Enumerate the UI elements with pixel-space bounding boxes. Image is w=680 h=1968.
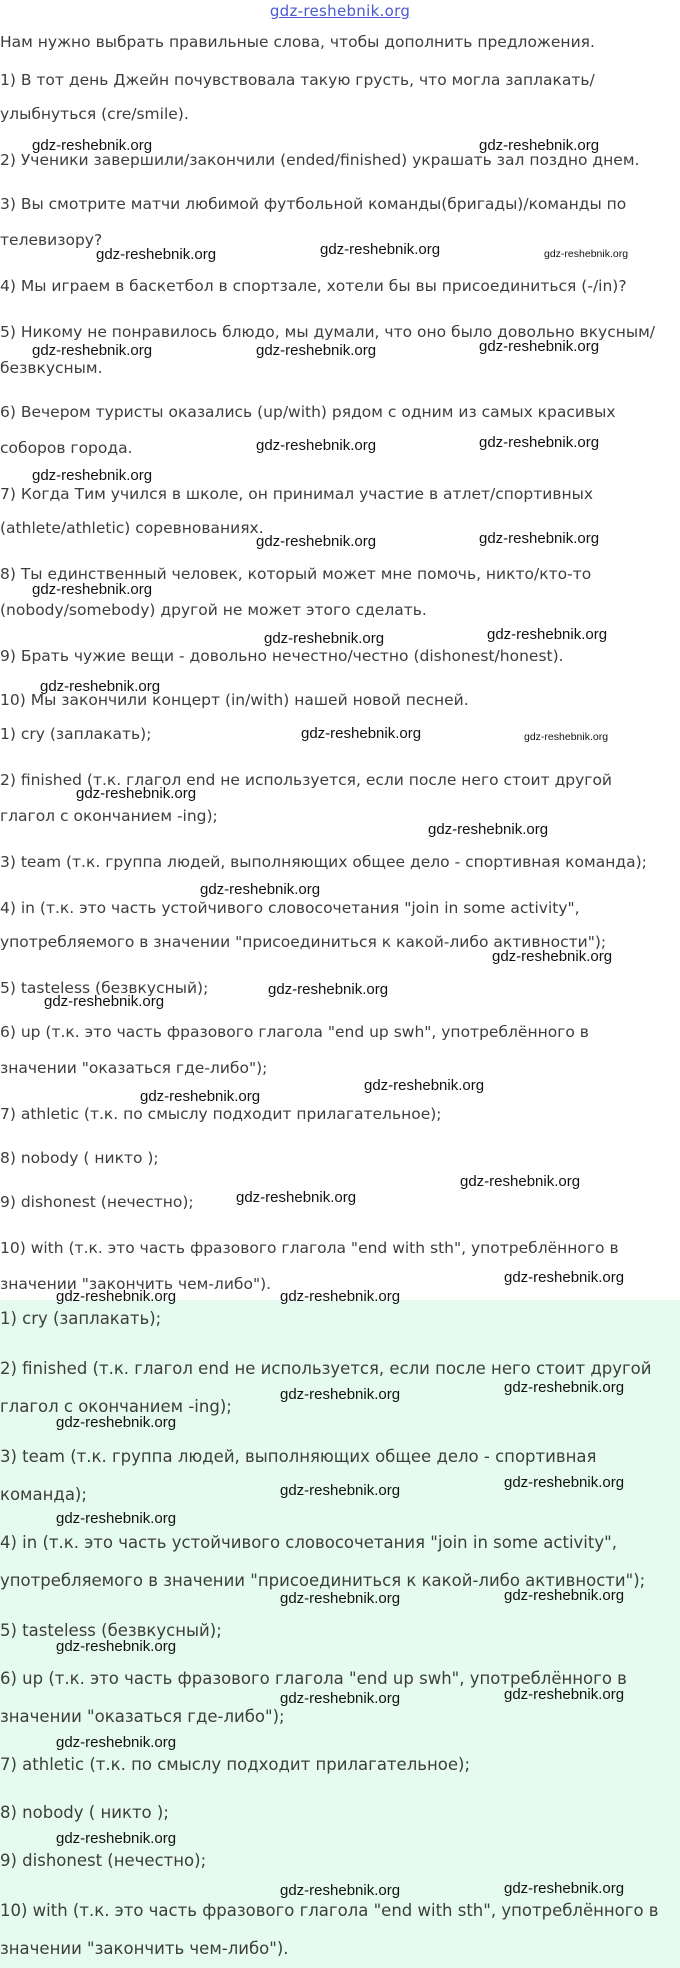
watermark: gdz-reshebnik.org <box>256 437 377 454</box>
task-line: соборов города. <box>0 439 133 457</box>
watermark: gdz-reshebnik.org <box>544 248 629 260</box>
panel-answer-line: значении "закончить чем-либо"). <box>0 1939 289 1958</box>
panel-answer-line: 5) tasteless (безвкусный); <box>0 1621 222 1640</box>
watermark: gdz-reshebnik.org <box>32 342 153 359</box>
watermark: gdz-reshebnik.org <box>200 881 321 898</box>
watermark: gdz-reshebnik.org <box>280 1690 401 1707</box>
task-line: 3) Вы смотрите матчи любимой футбольной команды(бригады)/команды по <box>0 195 627 213</box>
answer-line: 10) with (т.к. это часть фразового глагола "end with sth", употреблённого в <box>0 1239 619 1257</box>
watermark: gdz-reshebnik.org <box>460 1173 581 1190</box>
watermark: gdz-reshebnik.org <box>280 1288 401 1305</box>
watermark: gdz-reshebnik.org <box>280 1882 401 1899</box>
panel-answer-line: 9) dishonest (нечестно); <box>0 1851 207 1870</box>
task-line: 2) Ученики завершили/закончили (ended/finished) украшать зал поздно днем. <box>0 151 640 169</box>
panel-answer-line: 6) up (т.к. это часть фразового глагола "end up swh", употреблённого в <box>0 1669 627 1688</box>
panel-answer-line: значении "оказаться где-либо"); <box>0 1707 285 1726</box>
answer-line: 1) cry (заплакать); <box>0 725 152 743</box>
answer-line: 7) athletic (т.к. по смыслу подходит прилагательное); <box>0 1105 442 1123</box>
watermark: gdz-reshebnik.org <box>428 821 549 838</box>
watermark: gdz-reshebnik.org <box>320 241 441 258</box>
watermark: gdz-reshebnik.org <box>479 434 600 451</box>
watermark: gdz-reshebnik.org <box>256 533 377 550</box>
panel-answer-line: 1) cry (заплакать); <box>0 1309 162 1328</box>
panel-answer-line: 8) nobody ( никто ); <box>0 1803 169 1822</box>
watermark: gdz-reshebnik.org <box>364 1077 485 1094</box>
task-line: 1) В тот день Джейн почувствовала такую грусть, что могла заплакать/ <box>0 71 595 89</box>
task-line: 5) Никому не понравилось блюдо, мы думали, что оно было довольно вкусным/ <box>0 323 656 341</box>
watermark: gdz-reshebnik.org <box>479 338 600 355</box>
watermark: gdz-reshebnik.org <box>504 1269 625 1286</box>
panel-answer-line: 10) with (т.к. это часть фразового глагола "end with sth", употреблённого в <box>0 1901 659 1920</box>
panel-answer-line: 2) finished (т.к. глагол end не используется, если после него стоит другой <box>0 1359 652 1378</box>
watermark: gdz-reshebnik.org <box>56 1510 177 1527</box>
watermark: gdz-reshebnik.org <box>76 785 197 802</box>
watermark: gdz-reshebnik.org <box>56 1288 177 1305</box>
watermark: gdz-reshebnik.org <box>280 1590 401 1607</box>
watermark: gdz-reshebnik.org <box>140 1088 261 1105</box>
watermark: gdz-reshebnik.org <box>504 1379 625 1396</box>
task-line: (nobody/somebody) другой не может этого сделать. <box>0 601 427 619</box>
watermark: gdz-reshebnik.org <box>280 1482 401 1499</box>
watermark: gdz-reshebnik.org <box>40 678 161 695</box>
watermark: gdz-reshebnik.org <box>301 725 422 742</box>
task-line: улыбнуться (cre/smile). <box>0 105 189 123</box>
watermark: gdz-reshebnik.org <box>504 1880 625 1897</box>
watermark: gdz-reshebnik.org <box>504 1686 625 1703</box>
watermark: gdz-reshebnik.org <box>56 1734 177 1751</box>
panel-answer-line: 4) in (т.к. это часть устойчивого словосочетания "join in some activity", <box>0 1533 617 1552</box>
watermark: gdz-reshebnik.org <box>32 467 153 484</box>
watermark: gdz-reshebnik.org <box>524 731 609 743</box>
panel-answer-line: глагол с окончанием -ing); <box>0 1397 232 1416</box>
watermark: gdz-reshebnik.org <box>56 1414 177 1431</box>
watermark: gdz-reshebnik.org <box>264 630 385 647</box>
answer-line: 5) tasteless (безвкусный); <box>0 979 209 997</box>
task-line: 4) Мы играем в баскетбол в спортзале, хотели бы вы присоединиться (-/in)? <box>0 277 627 295</box>
panel-answer-line: употребляемого в значении "присоединиться к какой-либо активности"); <box>0 1571 646 1590</box>
answer-line: 4) in (т.к. это часть устойчивого словосочетания "join in some activity", <box>0 899 580 917</box>
watermark: gdz-reshebnik.org <box>32 137 153 154</box>
watermark: gdz-reshebnik.org <box>256 342 377 359</box>
watermark: gdz-reshebnik.org <box>479 137 600 154</box>
task-line: телевизору? <box>0 231 103 249</box>
task-line: 9) Брать чужие вещи - довольно нечестно/честно (dishonest/honest). <box>0 647 564 665</box>
answer-line: 3) team (т.к. группа людей, выполняющих общее дело - спортивная команда); <box>0 853 647 871</box>
answer-line: употребляемого в значении "присоединиться к какой-либо активности"); <box>0 933 607 951</box>
answer-line: 8) nobody ( никто ); <box>0 1149 159 1167</box>
task-line: 6) Вечером туристы оказались (up/with) рядом с одним из самых красивых <box>0 403 616 421</box>
watermark: gdz-reshebnik.org <box>56 1638 177 1655</box>
answer-line: 6) up (т.к. это часть фразового глагола "end up swh", употреблённого в <box>0 1023 589 1041</box>
task-line: 8) Ты единственный человек, который может мне помочь, никто/кто-то <box>0 565 592 583</box>
answer-line: значении "закончить чем-либо"). <box>0 1275 272 1293</box>
intro-text: Нам нужно выбрать правильные слова, чтобы дополнить предложения. <box>0 33 595 51</box>
watermark: gdz-reshebnik.org <box>492 948 613 965</box>
answer-line: 2) finished (т.к. глагол end не используется, если после него стоит другой <box>0 771 613 789</box>
watermark: gdz-reshebnik.org <box>32 581 153 598</box>
panel-answer-line: 3) team (т.к. группа людей, выполняющих общее дело - спортивная <box>0 1447 597 1466</box>
task-line: безвкусным. <box>0 359 103 377</box>
watermark: gdz-reshebnik.org <box>504 1474 625 1491</box>
answer-line: 9) dishonest (нечестно); <box>0 1193 194 1211</box>
watermark: gdz-reshebnik.org <box>44 993 165 1010</box>
watermark: gdz-reshebnik.org <box>56 1830 177 1847</box>
watermark: gdz-reshebnik.org <box>504 1587 625 1604</box>
watermark: gdz-reshebnik.org <box>96 246 217 263</box>
answer-line: глагол с окончанием -ing); <box>0 807 218 825</box>
site-header-link[interactable]: gdz-reshebnik.org <box>269 2 411 20</box>
task-line: 10) Мы закончили концерт (in/with) нашей новой песней. <box>0 691 469 709</box>
panel-answer-line: команда); <box>0 1485 87 1504</box>
watermark: gdz-reshebnik.org <box>479 530 600 547</box>
answer-line: значении "оказаться где-либо"); <box>0 1059 268 1077</box>
watermark: gdz-reshebnik.org <box>487 626 608 643</box>
watermark: gdz-reshebnik.org <box>268 981 389 998</box>
watermark: gdz-reshebnik.org <box>280 1386 401 1403</box>
panel-answer-line: 7) athletic (т.к. по смыслу подходит прилагательное); <box>0 1755 471 1774</box>
watermark: gdz-reshebnik.org <box>236 1189 357 1206</box>
task-line: 7) Когда Тим учился в школе, он принимал участие в атлет/спортивных <box>0 485 594 503</box>
task-line: (athlete/athletic) соревнованиях. <box>0 519 264 537</box>
